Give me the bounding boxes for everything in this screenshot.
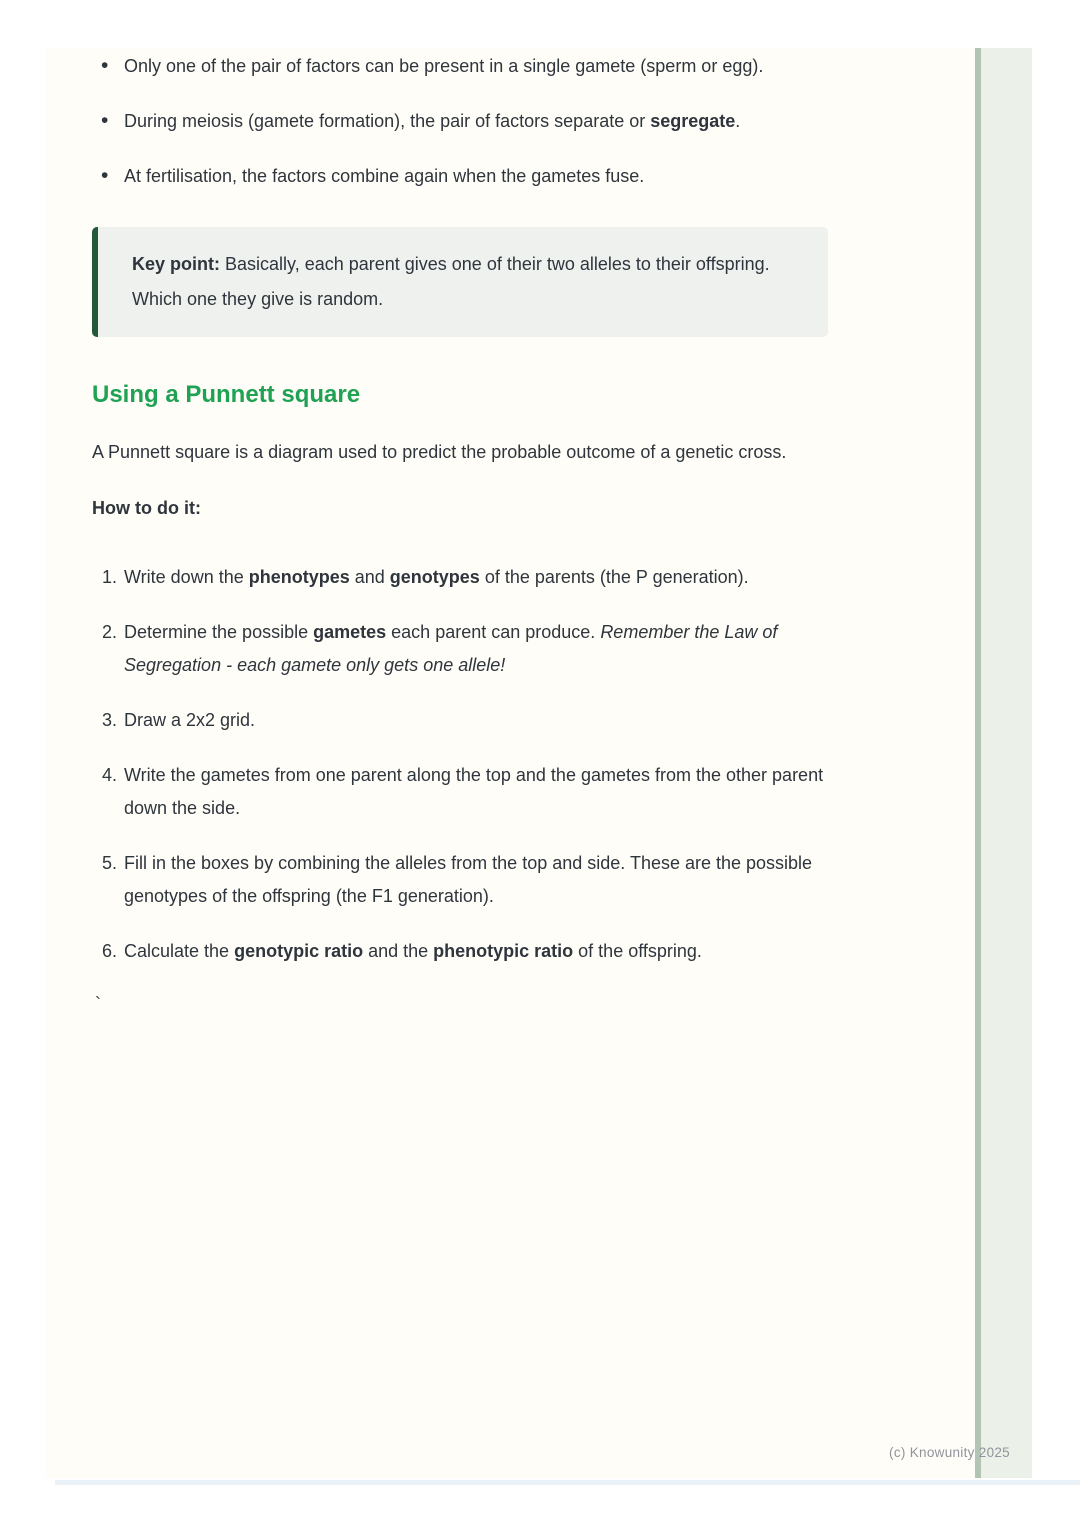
bullet-item-fertilisation	[92, 160, 828, 193]
key-point-text: Key point: Basically, each parent gives one of their two alleles to their offspring. Which one they give is random.	[132, 254, 770, 309]
section-heading: Using a Punnett square	[92, 381, 361, 408]
bullet-item-segregate	[92, 105, 828, 138]
step-text: Write down the phenotypes and genotypes of the parents (the P generation).	[124, 567, 749, 587]
step-text: Fill in the boxes by combining the alleles from the top and side. These are the possible genotypes of the offspring (the F1 generation).	[124, 853, 813, 906]
step-text: Determine the possible gametes each parent can produce. Remember the Law of Segregation - each gamete only gets one allele!	[124, 622, 778, 675]
bullet-list	[92, 50, 828, 193]
step-item-4	[92, 759, 828, 825]
bullet-text: Only one of the pair of factors can be present in a single gamete (sperm or egg).	[124, 56, 764, 76]
stray-backtick: `	[95, 994, 101, 1014]
document-page	[45, 48, 1032, 1478]
page-edge-stripe	[975, 48, 1032, 1478]
next-page-edge	[55, 1480, 1080, 1485]
step-item-6	[92, 935, 828, 968]
bullet-item-gamete	[92, 50, 828, 83]
intro-paragraph: A Punnett square is a diagram used to predict the probable outcome of a genetic cross.	[92, 442, 787, 462]
numbered-steps	[92, 561, 828, 968]
bullet-text: At fertilisation, the factors combine again when the gametes fuse.	[124, 166, 645, 186]
page-content	[92, 48, 828, 1014]
step-item-2	[92, 616, 828, 682]
step-item-3	[92, 704, 828, 737]
copyright-notice: (c) Knowunity 2025	[889, 1445, 1010, 1460]
step-text: Calculate the genotypic ratio and the phenotypic ratio of the offspring.	[124, 941, 702, 961]
step-item-1	[92, 561, 828, 594]
step-text: Write the gametes from one parent along the top and the gametes from the other parent down the side.	[124, 765, 824, 818]
how-to-label: How to do it:	[92, 498, 201, 518]
step-text: Draw a 2x2 grid.	[124, 710, 256, 730]
step-item-5	[92, 847, 828, 913]
bullet-text: During meiosis (gamete formation), the pair of factors separate or segregate.	[124, 111, 741, 131]
key-point-callout	[92, 227, 828, 337]
